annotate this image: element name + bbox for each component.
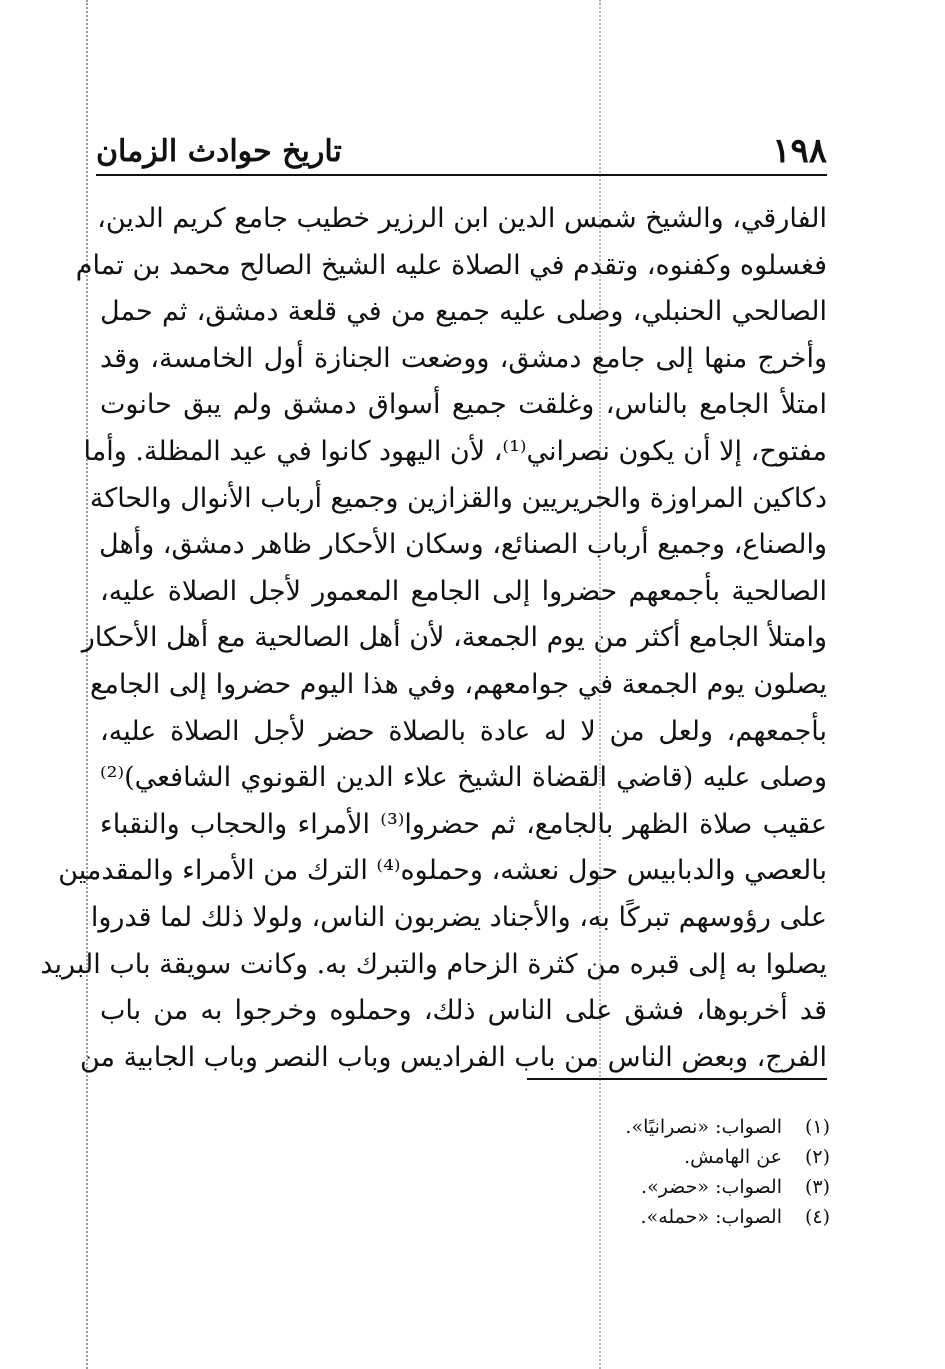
text-line-17: يصلوا به إلى قبره من كثرة الزحام والتبرك به. وكانت سويقة باب البريد (40, 948, 827, 980)
text-line-18: قد أخربوها، فشق على الناس ذلك، وحملوه وخرجوا به من باب (100, 995, 827, 1027)
footnotes (500, 1112, 830, 1232)
footnote-text: الصواب: «حضر». (641, 1176, 782, 1198)
footnote-text: الصواب: «نصرانيًا». (625, 1116, 782, 1138)
footnote-text: الصواب: «حمله». (640, 1206, 782, 1228)
page-header (96, 128, 827, 176)
text-line-5: امتلأ الجامع بالناس، وغلقت جميع أسواق دمشق ولم يبق حانوت (100, 389, 827, 421)
text-line-12: بأجمعهم، ولعل من لا له عادة بالصلاة حضر لأجل الصلاة عليه، (100, 715, 827, 747)
text-line-19: الفرج، وبعض الناس من باب الفراديس وباب النصر وباب الجابية من (79, 1041, 827, 1073)
footnote-number: (٤) (804, 1206, 830, 1228)
text-line-7: دكاكين المراوزة والحريريين والقزازين وجميع أرباب الأنوال والحاكة (89, 482, 827, 514)
text-line-9: الصالحية بأجمعهم حضروا إلى الجامع المعمور لأجل الصلاة عليه، (100, 575, 827, 607)
text-line-15: بالعصي والدبابيس حول نعشه، وحملوه⁽⁴⁾ الترك من الأمراء والمقدمين (58, 855, 827, 887)
footnote-number: (٣) (804, 1176, 830, 1198)
text-line-6: مفتوح، إلا أن يكون نصراني⁽¹⁾، لأن اليهود كانوا في عيد المظلة. وأما (83, 435, 827, 467)
footnote-number: (٢) (804, 1146, 830, 1168)
footnote-separator (527, 1078, 827, 1080)
text-line-16: على رؤوسهم تبركًا به، والأجناد يضربون الناس، ولولا ذلك لما قدروا (90, 901, 827, 933)
text-line-1: الفارقي، والشيخ شمس الدين ابن الرزير خطيب جامع كريم الدين، (97, 203, 827, 234)
text-line-14: عقيب صلاة الظهر بالجامع، ثم حضروا⁽³⁾ الأمراء والحجاب والنقباء (100, 808, 828, 840)
page-number: ١٩٨ (772, 131, 827, 171)
text-line-3: الصالحي الحنبلي، وصلى عليه جميع من في قلعة دمشق، ثم حمل (100, 296, 827, 328)
book-title: تاريخ حوادث الزمان (96, 133, 342, 169)
text-line-2: فغسلوه وكفنوه، وتقدم في الصلاة عليه الشيخ الصالح محمد بن تمام (75, 249, 827, 281)
footnote-3 (500, 1172, 830, 1202)
text-line-11: يصلون يوم الجمعة في جوامعهم، وفي هذا اليوم حضروا إلى الجامع (90, 668, 827, 700)
text-line-10: وامتلأ الجامع أكثر من يوم الجمعة، لأن أهل الصالحية مع أهل الأحكار (81, 622, 827, 654)
text-line-8: والصناع، وجميع أرباب الصنائع، وسكان الأحكار ظاهر دمشق، وأهل (99, 529, 827, 561)
text-line-13: وصلى عليه (قاضي القضاة الشيخ علاء الدين القونوي الشافعي)⁽²⁾ (100, 762, 827, 794)
footnote-4 (500, 1202, 830, 1232)
footnote-number: (١) (804, 1116, 830, 1138)
main-text (40, 196, 828, 1081)
scan-fold-line-left (86, 0, 88, 1369)
footnote-1 (500, 1112, 830, 1142)
text-line-4: وأخرج منها إلى جامع دمشق، ووضعت الجنازة أول الخامسة، وقد (100, 342, 827, 374)
footnote-text: عن الهامش. (684, 1146, 782, 1168)
footnote-2 (500, 1142, 830, 1172)
